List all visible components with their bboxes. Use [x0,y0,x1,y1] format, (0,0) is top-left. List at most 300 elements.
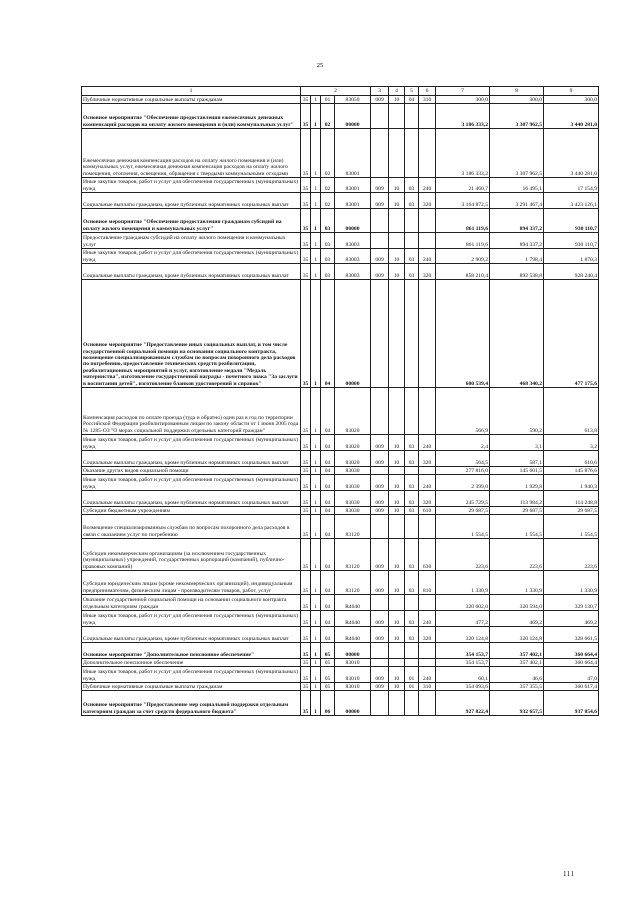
code-subsection: 03 [405,571,419,595]
code-expense-type: 240 [419,667,436,683]
code-expense-type: 240 [419,435,436,451]
code-direction: 83120 [335,515,371,539]
code-section: 10 [389,96,405,104]
code-subsection [405,595,419,611]
code-section: 10 [389,611,405,627]
code-subprogram: 1 [311,451,321,467]
code-subprogram: 1 [311,643,321,659]
code-event: 04 [321,539,335,571]
code-subsection: 03 [405,193,419,209]
row-name: Дополнительное пенсионное обеспечение [82,659,301,667]
amount-year-1: 2 399,0 [436,475,490,491]
row-name: Субсидии некоммерческим организациям (за исключением государственных (муниципальных) учреждений, государственных корпораций (компаний), публично-правовых компаний) [82,539,301,571]
code-direction: 83003 [335,264,371,280]
amount-year-2: 1 330,9 [490,571,544,595]
code-section: 10 [389,451,405,467]
amount-year-1: 564,5 [436,451,490,467]
amount-year-3: 29 687,5 [544,507,599,515]
amount-year-3: 223,6 [544,539,599,571]
code-expense-type: 320 [419,491,436,507]
amount-year-2: 468 340,2 [490,280,544,388]
code-program: 35 [301,643,311,659]
code-program: 35 [301,667,311,683]
code-subsection: 01 [405,667,419,683]
code-direction: R4040 [335,611,371,627]
table-row [82,467,599,475]
code-direction: 00000 [335,691,371,716]
code-section: 10 [389,264,405,280]
amount-year-2: 1 929,8 [490,475,544,491]
amount-year-3: 360 664,4 [544,643,599,659]
code-direction: 83010 [335,659,371,667]
code-subprogram: 1 [311,264,321,280]
amount-year-2: 223,6 [490,539,544,571]
row-name: Иные закупки товаров, работ и услуг для обеспечения государственных (муниципальных) нужд [82,667,301,683]
code-ministry [371,209,389,233]
table-row [82,435,599,451]
amount-year-2: 590,2 [490,388,544,435]
code-expense-type: 610 [419,507,436,515]
code-program: 35 [301,691,311,716]
code-program: 35 [301,515,311,539]
code-event: 03 [321,233,335,249]
row-name: Основное мероприятие "Предоставление мер социальной поддержки отдельным категориям граждан за счет средств федерального бюджета" [82,691,301,716]
code-direction: 83001 [335,178,371,193]
code-subprogram: 1 [311,683,321,691]
code-direction: 83030 [335,475,371,491]
code-event: 05 [321,659,335,667]
code-subprogram: 1 [311,507,321,515]
code-subprogram: 1 [311,627,321,643]
code-subprogram: 1 [311,104,321,129]
row-name: Возмещение специализированным службам по вопросам похоронного дела расходов в связи с оказанием услуг по погребению [82,515,301,539]
code-event: 03 [321,209,335,233]
code-section [389,467,405,475]
code-event: 05 [321,667,335,683]
code-program: 35 [301,467,311,475]
amount-year-3: 930 110,7 [544,209,599,233]
amount-year-2: 932 657,5 [490,691,544,716]
code-expense-type: 320 [419,193,436,209]
code-event: 05 [321,643,335,659]
code-program: 35 [301,507,311,515]
amount-year-1: 21 460,7 [436,178,490,193]
code-direction: 83030 [335,507,371,515]
amount-year-2: 469,2 [490,611,544,627]
amount-year-3: 300,0 [544,96,599,104]
table-row [82,507,599,515]
code-subprogram: 1 [311,96,321,104]
code-event: 02 [321,104,335,129]
code-ministry: 009 [371,451,389,467]
amount-year-3: 328 661,5 [544,627,599,643]
header-col-8: 8 [490,87,544,96]
amount-year-3: 1 554,5 [544,515,599,539]
amount-year-3: 3,2 [544,435,599,451]
code-ministry: 009 [371,507,389,515]
row-name: Ежемесячная денежная компенсация расходов на оплату жилого помещения и (или) коммунальных услуг, ежемесячная денежная компенсация расходов на оплату жилого помещения, отопления, освещения, обращения с твердыми коммунальными отходами [82,129,301,178]
amount-year-2: 320 124,8 [490,627,544,643]
code-ministry [371,691,389,716]
code-subsection: 01 [405,683,419,691]
code-subsection [405,388,419,435]
code-ministry: 009 [371,627,389,643]
code-ministry [371,515,389,539]
table-row [82,96,599,104]
code-section: 10 [389,627,405,643]
code-program: 35 [301,611,311,627]
table-row [82,683,599,691]
code-event: 03 [321,249,335,264]
page-number: 25 [316,62,324,69]
code-subsection [405,659,419,667]
amount-year-1: 927 822,4 [436,691,490,716]
code-ministry: 009 [371,475,389,491]
code-ministry [371,233,389,249]
budget-table [81,86,599,716]
header-col-2: 2 [301,87,371,96]
code-program: 35 [301,388,311,435]
row-name: Социальные выплаты гражданам, кроме публичных нормативных социальных выплат [82,264,301,280]
code-event: 04 [321,451,335,467]
amount-year-3: 47,0 [544,667,599,683]
code-subsection [405,233,419,249]
row-name: Предоставление гражданам субсидий на оплату жилого помещения и коммунальных услуг [82,233,301,249]
code-ministry: 009 [371,611,389,627]
code-section [389,515,405,539]
code-expense-type [419,659,436,667]
code-program: 35 [301,659,311,667]
amount-year-1: 3 186 333,2 [436,104,490,129]
table-row [82,178,599,193]
code-program: 35 [301,435,311,451]
code-expense-type [419,209,436,233]
code-ministry: 009 [371,491,389,507]
code-event: 04 [321,611,335,627]
table-row [82,667,599,683]
code-subprogram: 1 [311,595,321,611]
code-expense-type [419,467,436,475]
table-row [82,280,599,388]
code-section: 10 [389,539,405,571]
code-direction: 00000 [335,643,371,659]
row-name: Основное мероприятие "Предоставление иных социальных выплат, в том числе государственной социальной помощи на основании социального контракта, возмещение специализированным службам по вопросам похоронного дела расходов по погребению, предоставление технических средств реабилитации, реабилитационных мероприятий и услуг, изготовление медали "Медаль материнства", изготовление государственной награды - почетного знака "За заслуги в воспитании детей", изготовление бланков удостоверений и справок" [82,280,301,388]
code-ministry: 009 [371,683,389,691]
code-subsection [405,104,419,129]
code-subprogram: 1 [311,129,321,178]
code-event: 03 [321,264,335,280]
code-direction: 00000 [335,280,371,388]
code-subprogram: 1 [311,667,321,683]
code-expense-type [419,595,436,611]
amount-year-3: 937 854,6 [544,691,599,716]
amount-year-1: 2,4 [436,435,490,451]
amount-year-1: 858 210,4 [436,264,490,280]
amount-year-2: 16 495,1 [490,178,544,193]
code-subprogram: 1 [311,280,321,388]
header-col-7: 7 [436,87,490,96]
code-program: 35 [301,491,311,507]
row-name: Основное мероприятие "Дополнительное пенсионное обеспечение" [82,643,301,659]
code-section [389,129,405,178]
code-expense-type: 320 [419,264,436,280]
code-direction: 83010 [335,667,371,683]
table-row [82,643,599,659]
amount-year-1: 223,6 [436,539,490,571]
amount-year-1: 354 153,7 [436,643,490,659]
code-subprogram: 1 [311,435,321,451]
row-name: Иные закупки товаров, работ и услуг для обеспечения государственных (муниципальных) нужд [82,611,301,627]
code-subsection: 03 [405,178,419,193]
table-row [82,539,599,571]
amount-year-3: 360 664,4 [544,659,599,667]
code-expense-type [419,104,436,129]
amount-year-1: 320 124,8 [436,627,490,643]
code-expense-type: 310 [419,96,436,104]
code-section: 10 [389,249,405,264]
code-subprogram: 1 [311,178,321,193]
code-event: 04 [321,280,335,388]
amount-year-2: 3,1 [490,435,544,451]
amount-year-1: 245 729,5 [436,491,490,507]
code-program: 35 [301,571,311,595]
amount-year-1: 3 164 872,5 [436,193,490,209]
table-row [82,233,599,249]
code-expense-type: 240 [419,249,436,264]
row-name: Социальные выплаты гражданам, кроме публичных нормативных социальных выплат [82,451,301,467]
table-row [82,491,599,507]
code-expense-type: 310 [419,683,436,691]
table-row [82,388,599,435]
amount-year-1: 2 909,2 [436,249,490,264]
code-section: 10 [389,571,405,595]
code-program: 35 [301,280,311,388]
code-subsection: 03 [405,475,419,491]
header-col-9: 9 [544,87,599,96]
table-row [82,571,599,595]
code-program: 35 [301,104,311,129]
table-row [82,627,599,643]
code-ministry [371,595,389,611]
amount-year-3: 1 940,3 [544,475,599,491]
amount-year-2: 357 355,5 [490,683,544,691]
amount-year-2: 145 601,5 [490,467,544,475]
amount-year-1: 277 816,0 [436,467,490,475]
row-name: Компенсация расходов по оплате проезда (туда и обратно) один раз в год по территории Российской Федерации реабилитированным лицам по закону области от 1 июня 2005 года № 1285-ОЗ "О мерах социальной поддержки отдельных категорий граждан" [82,388,301,435]
code-expense-type: 810 [419,571,436,595]
code-direction: 00000 [335,104,371,129]
code-subprogram: 1 [311,209,321,233]
code-program: 35 [301,539,311,571]
amount-year-3: 469,2 [544,611,599,627]
code-expense-type [419,280,436,388]
amount-year-3: 930 110,7 [544,233,599,249]
code-ministry: 009 [371,96,389,104]
code-subprogram: 1 [311,475,321,491]
amount-year-3: 329 130,7 [544,595,599,611]
row-name: Социальные выплаты гражданам, кроме публичных нормативных социальных выплат [82,491,301,507]
amount-year-1: 320 602,0 [436,595,490,611]
amount-year-3: 3 440 281,0 [544,129,599,178]
row-name: Основное мероприятие "Обеспечение предоставления ежемесячных денежных компенсаций расходов на оплату жилого помещения и (или) коммунальных услуг" [82,104,301,129]
code-section: 10 [389,178,405,193]
code-event: 04 [321,475,335,491]
amount-year-2: 1 798,4 [490,249,544,264]
code-subsection: 03 [405,435,419,451]
code-event: 04 [321,491,335,507]
code-section: 10 [389,193,405,209]
code-subsection: 03 [405,249,419,264]
code-subsection: 03 [405,264,419,280]
row-name: Оказание государственной социальной помощи на основании социального контракта отдельным категориям граждан [82,595,301,611]
code-event: 04 [321,515,335,539]
code-ministry [371,388,389,435]
code-ministry [371,659,389,667]
code-direction: 83030 [335,491,371,507]
amount-year-2: 29 687,5 [490,507,544,515]
amount-year-2: 587,1 [490,451,544,467]
code-section: 10 [389,667,405,683]
code-subsection: 03 [405,611,419,627]
table-row [82,129,599,178]
code-subsection: 03 [405,491,419,507]
table-row [82,515,599,539]
code-subsection: 03 [405,539,419,571]
code-ministry [371,280,389,388]
corner-mark: 111 [563,870,575,878]
header-col-6: 6 [419,87,436,96]
code-direction: 00000 [335,209,371,233]
code-program: 35 [301,475,311,491]
code-direction: 83020 [335,451,371,467]
table-row [82,691,599,716]
code-ministry: 009 [371,667,389,683]
code-subsection: 04 [405,96,419,104]
code-expense-type [419,691,436,716]
code-section [389,280,405,388]
code-section [389,659,405,667]
code-section [389,643,405,659]
header-col-3: 3 [371,87,389,96]
amount-year-3: 114 248,8 [544,491,599,507]
code-subprogram: 1 [311,233,321,249]
code-ministry: 009 [371,435,389,451]
code-expense-type [419,643,436,659]
amount-year-2: 357 402,1 [490,643,544,659]
code-ministry [371,467,389,475]
code-subsection [405,129,419,178]
amount-year-2: 300,0 [490,96,544,104]
code-direction: 83120 [335,571,371,595]
amount-year-3: 1 330,9 [544,571,599,595]
row-name: Социальные выплаты гражданам, кроме публичных нормативных социальных выплат [82,193,301,209]
code-section: 10 [389,491,405,507]
code-subprogram: 1 [311,571,321,595]
code-subsection: 03 [405,627,419,643]
code-subprogram: 1 [311,659,321,667]
row-name: Социальные выплаты гражданам, кроме публичных нормативных социальных выплат [82,627,301,643]
code-subsection [405,467,419,475]
code-ministry: 009 [371,264,389,280]
amount-year-2: 320 594,0 [490,595,544,611]
table-row [82,595,599,611]
code-program: 35 [301,451,311,467]
code-subsection [405,643,419,659]
code-program: 35 [301,683,311,691]
row-name: Иные закупки товаров, работ и услуг для обеспечения государственных (муниципальных) нужд [82,178,301,193]
amount-year-2: 46,6 [490,667,544,683]
code-direction: 83001 [335,129,371,178]
code-subprogram: 1 [311,491,321,507]
table-body [82,87,599,716]
amount-year-2: 892 538,8 [490,264,544,280]
code-subsection [405,280,419,388]
code-event: 04 [321,595,335,611]
code-expense-type: 320 [419,627,436,643]
row-name: Иные закупки товаров, работ и услуг для обеспечения государственных (муниципальных) нужд [82,249,301,264]
amount-year-1: 477,2 [436,611,490,627]
code-ministry [371,129,389,178]
code-ministry: 009 [371,178,389,193]
code-program: 35 [301,129,311,178]
code-ministry: 009 [371,571,389,595]
code-section [389,233,405,249]
code-section [389,104,405,129]
code-event: 02 [321,129,335,178]
code-subprogram: 1 [311,193,321,209]
code-section: 10 [389,507,405,515]
table-row [82,264,599,280]
amount-year-1: 354 093,6 [436,683,490,691]
code-direction: 83003 [335,233,371,249]
amount-year-3: 145 876,6 [544,467,599,475]
code-direction: 83020 [335,388,371,435]
amount-year-2: 894 337,2 [490,233,544,249]
amount-year-2: 357 402,1 [490,659,544,667]
amount-year-3: 3 440 281,0 [544,104,599,129]
code-section [389,691,405,716]
header-col-1: 1 [82,87,301,96]
code-program: 35 [301,249,311,264]
amount-year-1: 300,0 [436,96,490,104]
code-program: 35 [301,595,311,611]
amount-year-1: 1 554,5 [436,515,490,539]
code-expense-type: 240 [419,178,436,193]
amount-year-3: 613,8 [544,388,599,435]
code-direction: R4040 [335,627,371,643]
code-section: 10 [389,683,405,691]
row-name: Иные закупки товаров, работ и услуг для обеспечения государственных (муниципальных) нужд [82,475,301,491]
code-section [389,209,405,233]
code-subsection [405,515,419,539]
code-expense-type [419,129,436,178]
code-event: 04 [321,435,335,451]
code-subprogram: 1 [311,539,321,571]
code-subsection [405,691,419,716]
amount-year-3: 360 617,4 [544,683,599,691]
code-expense-type [419,515,436,539]
code-event: 05 [321,683,335,691]
code-subprogram: 1 [311,611,321,627]
amount-year-1: 566,9 [436,388,490,435]
table-row [82,193,599,209]
amount-year-3: 928 240,4 [544,264,599,280]
code-event: 04 [321,507,335,515]
code-event: 02 [321,178,335,193]
code-expense-type: 240 [419,475,436,491]
table-row [82,475,599,491]
code-ministry [371,643,389,659]
